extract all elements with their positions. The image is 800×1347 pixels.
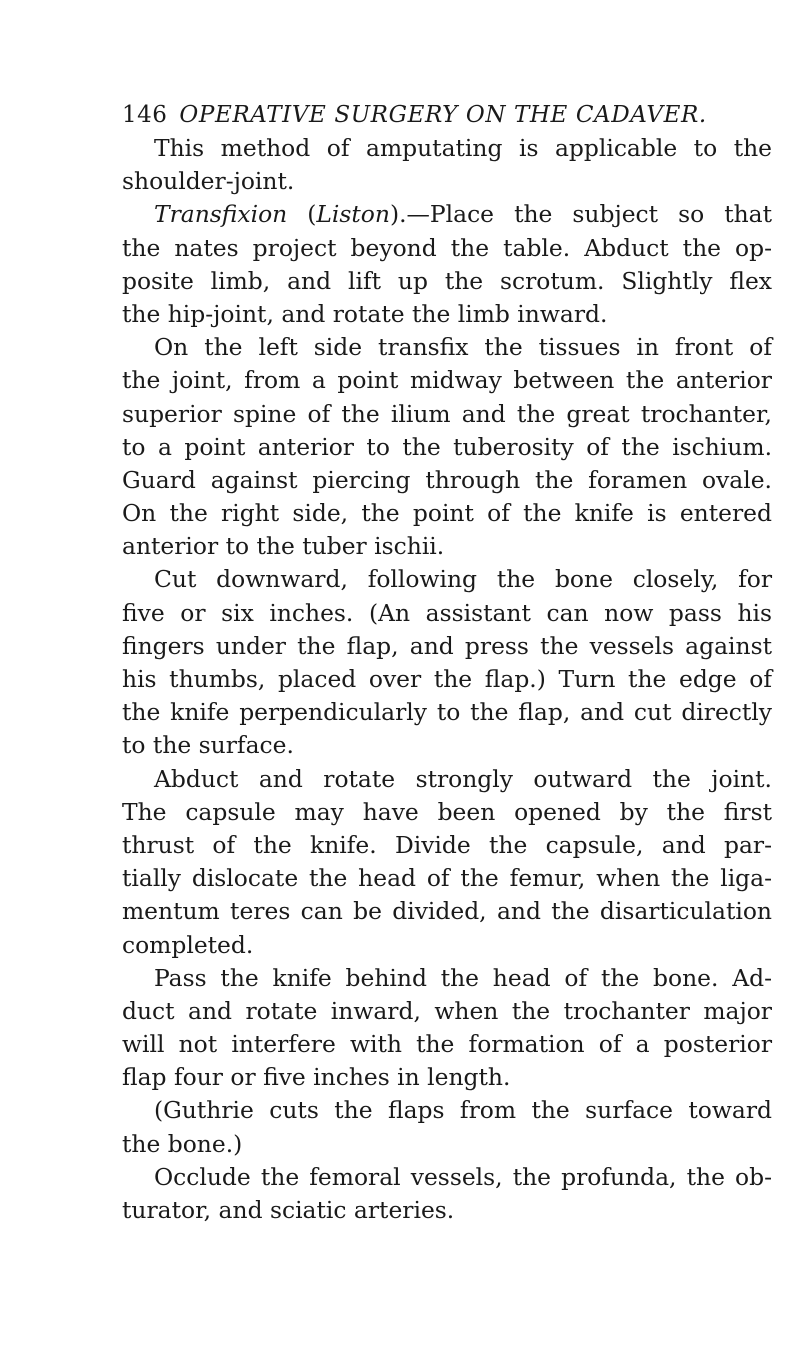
text-line: flap four or five inches in length.: [122, 1063, 511, 1092]
body-text: [122, 132, 772, 1227]
text-line: the hip-joint, and rotate the limb inward.: [122, 299, 608, 328]
text-line: The capsule may have been opened by the first: [122, 797, 772, 826]
text-line: the nates project beyond the table. Abduct the op-: [122, 233, 772, 262]
text-line: Guard against piercing through the foramen ovale.: [122, 465, 772, 494]
text-line: fingers under the flap, and press the vessels against: [122, 631, 772, 660]
text-line: turator, and sciatic arteries.: [122, 1196, 455, 1224]
text-line: On the left side transfix the tissues in front of: [154, 333, 772, 362]
text-line: Cut downward, following the bone closely, for: [154, 565, 772, 594]
section-heading-line: [122, 198, 772, 231]
heading-paren-open: (: [287, 200, 317, 229]
text-line: anterior to the tuber ischii.: [122, 532, 445, 561]
text-line: superior spine of the ilium and the great trochanter,: [122, 399, 772, 428]
text-line: mentum teres can be divided, and the disarticulation: [122, 897, 772, 926]
text-line: duct and rotate inward, when the trochanter major: [122, 996, 772, 1025]
text-line: (Guthrie cuts the flaps from the surface toward: [154, 1096, 772, 1125]
text-line: tially dislocate the head of the femur, when the liga-: [122, 864, 772, 893]
text-line: his thumbs, placed over the flap.) Turn the edge of: [122, 665, 772, 693]
text-line: thrust of the knife. Divide the capsule, and par-: [122, 830, 772, 859]
section-heading-author: Liston: [316, 200, 390, 229]
text-line: Abduct and rotate strongly outward the joint.: [154, 764, 772, 793]
running-header: [122, 100, 762, 130]
text-line: will not interfere with the formation of a posterior: [122, 1030, 772, 1059]
text-line: completed.: [122, 930, 254, 959]
running-title: OPERATIVE SURGERY ON THE CADAVER.: [179, 102, 707, 128]
text-line: shoulder-joint.: [122, 167, 295, 196]
text-line: the joint, from a point midway between the anterior: [122, 366, 772, 395]
text-line: the bone.): [122, 1129, 243, 1158]
heading-rest-text: —Place the subject so that: [406, 200, 773, 229]
text-line: to a point anterior to the tuberosity of the ischium.: [122, 432, 772, 461]
text-line: Occlude the femoral vessels, the profunda, the ob-: [154, 1162, 772, 1191]
section-heading-title: Transfixion: [154, 200, 288, 229]
text-line: five or six inches. (An assistant can now pass his: [122, 598, 772, 627]
page-number: 146: [122, 102, 168, 128]
text-line: to the surface.: [122, 731, 294, 760]
text-line: the knife perpendicularly to the flap, and cut directly: [122, 698, 772, 727]
text-line: On the right side, the point of the knife is entered: [122, 499, 772, 528]
text-line: Pass the knife behind the head of the bone. Ad-: [154, 963, 772, 992]
text-line: posite limb, and lift up the scrotum. Slightly flex: [122, 266, 772, 295]
heading-paren-close: ).: [389, 200, 407, 229]
text-line: This method of amputating is applicable to the: [154, 134, 772, 162]
